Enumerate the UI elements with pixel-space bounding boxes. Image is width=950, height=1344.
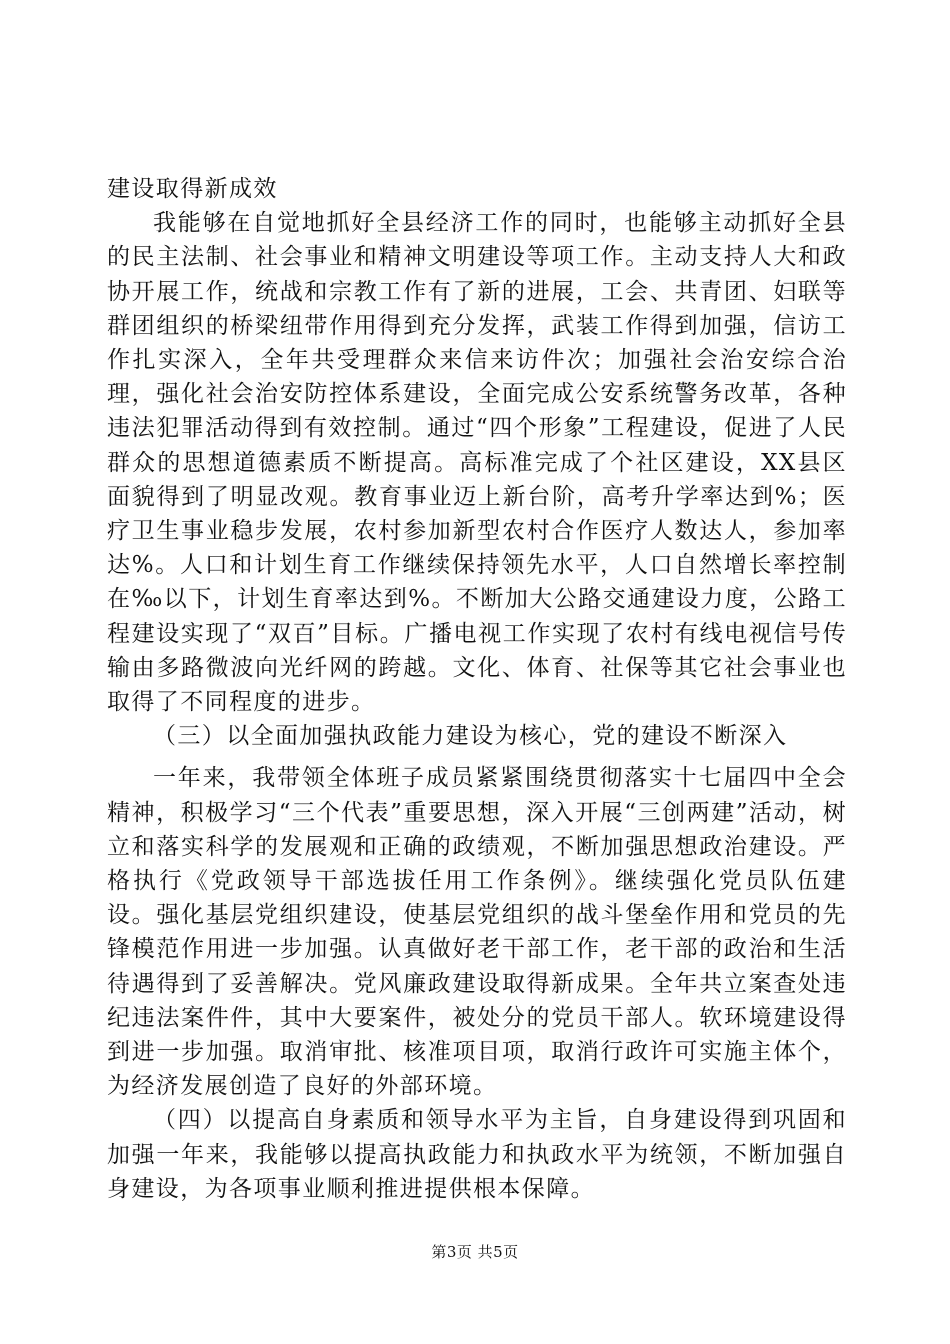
section-heading-self-building: （四）以提高自身素质和领导水平为主旨，自身建设得到巩固和加强一年来，我能够以提高执政能力和执政水平为统领，不断加强自身建设，为各项事业顺利推进提供根本保障。 xyxy=(107,1107,847,1202)
page-footer: 第3页 共5页 xyxy=(431,1243,519,1261)
section-heading-party-building: （三）以全面加强执政能力建设为核心，党的建设不断深入 xyxy=(153,723,788,750)
paragraph-social-affairs: 我能够在自觉地抓好全县经济工作的同时，也能够主动抓好全县的民主法制、社会事业和精神文明建设等项工作。主动支持人大和政协开展工作，统战和宗教工作有了新的进展，工会、共青团、妇联等群团组织的桥梁纽带作用得到充分发挥，武装工作得到加强，信访工作扎实深入，全年共受理群众来信来访件次；加强社会治安综合治理，强化社会治安防控体系建设，全面完成公安系统警务改革，各种违法犯罪活动得到有效控制。通过“四个形象”工程建设，促进了人民群众的思想道德素质不断提高。高标准完成了个社区建设，XX县区面貌得到了明显改观。教育事业迈上新台阶，高考升学率达到%；医疗卫生事业稳步发展，农村参加新型农村合作医疗人数达人，参加率达%。人口和计划生育工作继续保持领先水平，人口自然增长率控制在‰以下，计划生育率达到%。不断加大公路交通建设力度，公路工程建设实现了“双百”目标。广播电视工作实现了农村有线电视信号传输由多路微波向光纤网的跨越。文化、体育、社保等其它社会事业也取得了不同程度的进步。 xyxy=(107,210,847,716)
document-body xyxy=(107,172,847,1206)
paragraph-party-building: 一年来，我带领全体班子成员紧紧围绕贯彻落实十七届四中全会精神，积极学习“三个代表”重要思想，深入开展“三创两建”活动，树立和落实科学的发展观和正确的政绩观，不断加强思想政治建设。严格执行《党政领导干部选拔任用工作条例》。继续强化党员队伍建设。强化基层党组织建设，使基层党组织的战斗堡垒作用和党员的先锋模范作用进一步加强。认真做好老干部工作，老干部的政治和生活待遇得到了妥善解决。党风廉政建设取得新成果。全年共立案查处违纪违法案件件，其中大要案件，被处分的党员干部人。软环境建设得到进一步加强。取消审批、核准项目项，取消行政许可实施主体个，为经济发展创造了良好的外部环境。 xyxy=(107,765,847,1100)
paragraph-continuation: 建设取得新成效 xyxy=(107,176,278,202)
